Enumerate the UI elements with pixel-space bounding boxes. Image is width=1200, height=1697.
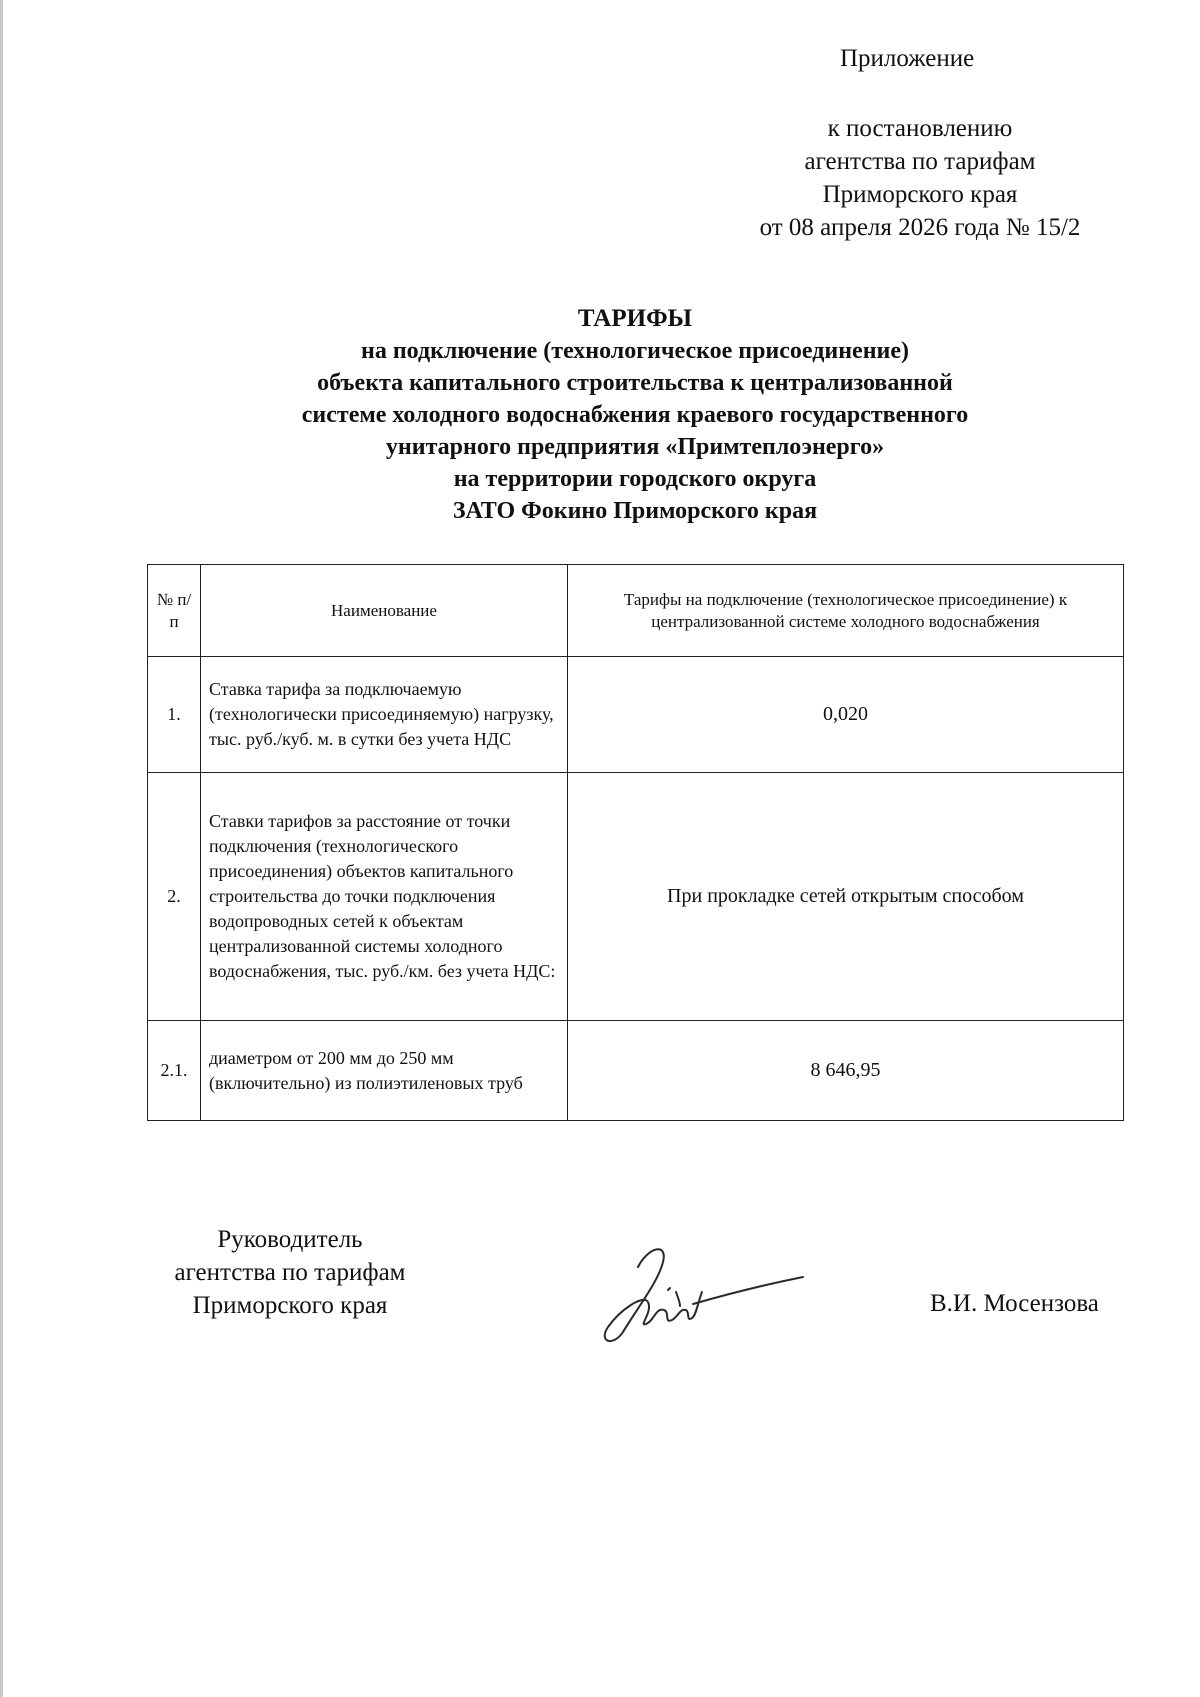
position-line: агентства по тарифам	[174, 1259, 406, 1286]
title-heading: ТАРИФЫ	[577, 305, 693, 332]
table-row	[148, 657, 1124, 773]
scan-edge	[0, 0, 3, 1697]
appendix-label: Приложение	[840, 45, 975, 72]
tariffs-table	[147, 564, 1124, 1121]
title-line: унитарного предприятия «Примтеплоэнерго»	[385, 434, 885, 460]
position-line: Приморского края	[192, 1292, 388, 1319]
table-header-row	[148, 565, 1124, 657]
row-name: Ставка тарифа за подключаемую (технологически присоединяемую) нагрузку, тыс. руб./куб. м. в сутки без учета НДС	[201, 657, 568, 773]
row-name: диаметром от 200 мм до 250 мм (включительно) из полиэтиленовых труб	[201, 1021, 568, 1121]
reference-line: Приморского края	[822, 181, 1018, 208]
header-name: Наименование	[201, 565, 568, 657]
reference-date-line: от 08 апреля 2026 года № 15/2	[759, 214, 1081, 241]
position-line: Руководитель	[217, 1226, 363, 1253]
title-line: ЗАТО Фокино Приморского края	[452, 498, 818, 524]
signatory-position	[140, 1223, 440, 1322]
row-num: 2.	[148, 773, 201, 1021]
header-num: № п/п	[148, 565, 201, 657]
table-row	[148, 773, 1124, 1021]
signatory-name: В.И. Мосензова	[930, 1290, 1099, 1317]
resolution-reference	[720, 112, 1120, 244]
row-value: 0,020	[568, 657, 1124, 773]
document-title	[140, 303, 1130, 527]
reference-line: агентства по тарифам	[804, 148, 1036, 175]
row-name: Ставки тарифов за расстояние от точки подключения (технологического присоединения) объектов капитального строительства до точки подключения водопроводных сетей к объектам централизованной системы холодного водоснабжения, тыс. руб./км. без учета НДС:	[201, 773, 568, 1021]
title-line: на подключение (технологическое присоединение)	[360, 338, 909, 364]
row-num: 2.1.	[148, 1021, 201, 1121]
handwritten-signature	[568, 1232, 808, 1352]
row-num: 1.	[148, 657, 201, 773]
reference-line: к постановлению	[827, 115, 1013, 142]
table-row	[148, 1021, 1124, 1121]
row-value: При прокладке сетей открытым способом	[568, 773, 1124, 1021]
header-tariff: Тарифы на подключение (технологическое присоединение) к централизованной системе холодного водоснабжения	[568, 565, 1124, 657]
title-line: объекта капитального строительства к централизованной	[317, 370, 953, 396]
row-value: 8 646,95	[568, 1021, 1124, 1121]
title-line: на территории городского округа	[453, 466, 817, 492]
title-line: системе холодного водоснабжения краевого государственного	[301, 402, 969, 428]
